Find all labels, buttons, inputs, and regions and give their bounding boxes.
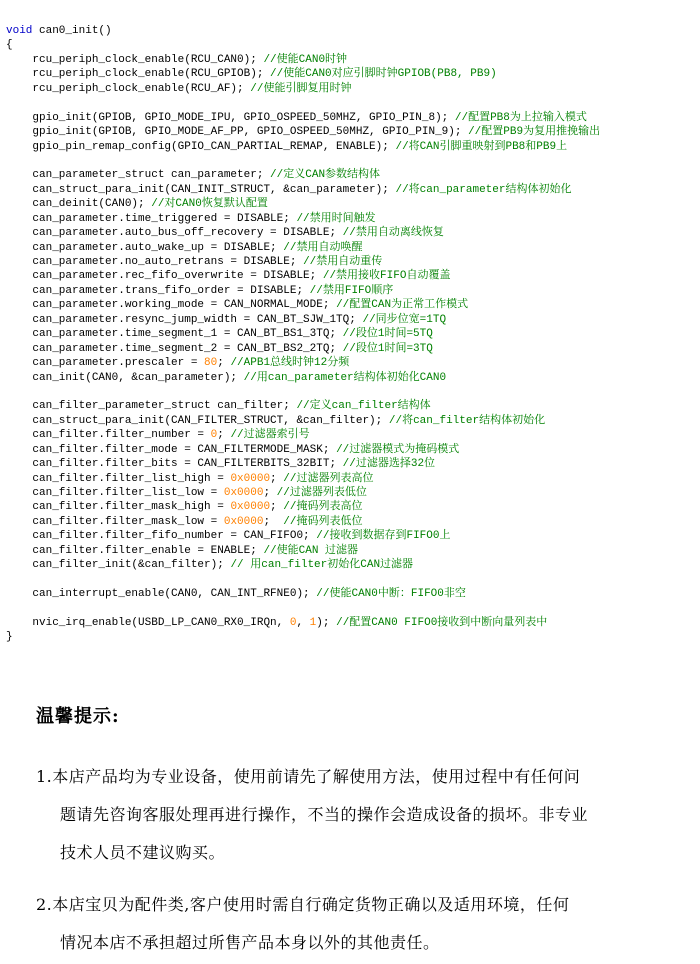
code-line xyxy=(6,486,600,500)
code-comment: //APB1总线时钟12分频 xyxy=(230,357,350,370)
code-comment: //过滤器列表低位 xyxy=(276,487,367,499)
code-text: ; xyxy=(217,429,231,442)
code-line xyxy=(6,82,600,96)
code-keyword: void xyxy=(6,25,33,37)
code-text: } xyxy=(6,631,13,644)
code-number: 0x0000 xyxy=(223,515,264,528)
code-line xyxy=(6,284,600,298)
code-line xyxy=(6,269,600,283)
code-text: can_filter.filter_enable = ENABLE; xyxy=(6,544,264,557)
code-line xyxy=(6,313,600,327)
code-comment: //配置PB9为复用推挽输出 xyxy=(468,126,601,139)
code-comment: //同步位宽=1TQ xyxy=(362,313,447,326)
code-text: can_filter.filter_fifo_number = CAN_FIFO0; xyxy=(6,530,317,543)
code-text: rcu_periph_clock_enable(RCU_CAN0); xyxy=(6,53,264,66)
code-comment: //过滤器选择32位 xyxy=(342,458,436,471)
code-text: can_parameter.time_segment_2 = CAN_BT_BS2_2TQ; xyxy=(6,342,343,355)
code-text: rcu_periph_clock_enable(RCU_AF); xyxy=(6,82,251,95)
code-text: can_parameter.no_auto_retrans = DISABLE; xyxy=(6,256,304,268)
code-text: rcu_periph_clock_enable(RCU_GPIOB); xyxy=(6,68,271,81)
code-text: ); xyxy=(316,616,337,629)
code-line xyxy=(6,371,600,385)
code-text: can_parameter.auto_bus_off_recovery = DISABLE; xyxy=(6,227,343,240)
code-line xyxy=(6,342,600,356)
code-line xyxy=(6,140,600,154)
code-line xyxy=(6,67,600,81)
code-comment: //过滤器模式为掩码模式 xyxy=(336,443,460,456)
code-text: gpio_pin_remap_config(GPIO_CAN_PARTIAL_REMAP, ENABLE); xyxy=(6,140,396,153)
code-text: can_parameter.time_triggered = DISABLE; xyxy=(6,212,297,225)
code-line xyxy=(6,587,600,601)
code-text: can_parameter.resync_jump_width = CAN_BT_SJW_1TQ; xyxy=(6,313,363,326)
code-line xyxy=(6,573,600,587)
code-text: can_filter.filter_bits = CAN_FILTERBITS_32BIT; xyxy=(6,458,343,471)
notice-item-line: 技术人员不建议购买。 xyxy=(60,843,226,862)
code-comment: //禁用自动离线恢复 xyxy=(342,227,444,240)
code-line xyxy=(6,385,600,399)
notice-section xyxy=(36,702,686,962)
code-text: can_filter.filter_list_high = xyxy=(6,472,231,485)
notice-item-line: 题请先咨询客服处理再进行操作，不当的操作会造成设备的损坏。非专业 xyxy=(60,805,589,824)
code-text: can_parameter.trans_fifo_order = DISABLE; xyxy=(6,284,310,297)
code-line xyxy=(6,414,600,428)
code-comment: //过滤器索引号 xyxy=(230,429,310,442)
code-line xyxy=(6,616,600,630)
code-text: can_parameter_struct can_parameter; xyxy=(6,169,271,182)
code-text: nvic_irq_enable(USBD_LP_CAN0_RX0_IRQn, xyxy=(6,616,290,629)
code-comment: //定义CAN参数结构体 xyxy=(270,169,381,182)
code-text: can_parameter.working_mode = CAN_NORMAL_MODE; xyxy=(6,299,337,312)
notice-item xyxy=(36,758,686,872)
code-line xyxy=(6,168,600,182)
code-comment: //段位1时间=3TQ xyxy=(342,342,433,355)
code-line xyxy=(6,183,600,197)
code-line xyxy=(6,298,600,312)
code-text: ; xyxy=(270,472,284,485)
code-line xyxy=(6,602,600,616)
code-text: ; xyxy=(217,357,231,370)
code-number: 80 xyxy=(204,357,218,370)
code-line xyxy=(6,630,600,644)
code-line xyxy=(6,428,600,442)
notice-item xyxy=(36,886,686,962)
code-comment: //过滤器列表高位 xyxy=(283,472,374,485)
code-comment: //配置CAN为正常工作模式 xyxy=(336,299,469,312)
code-comment: //段位1时间=5TQ xyxy=(342,328,433,341)
code-comment: //禁用自动唤醒 xyxy=(283,241,363,254)
code-line xyxy=(6,327,600,341)
code-line xyxy=(6,457,600,471)
code-text: can_struct_para_init(CAN_FILTER_STRUCT, &can_filter); xyxy=(6,414,389,427)
code-text: can_parameter.time_segment_1 = CAN_BT_BS1_3TQ; xyxy=(6,328,343,341)
code-line xyxy=(6,443,600,457)
code-text: can_filter.filter_mask_low = xyxy=(6,515,224,528)
code-text: can_struct_para_init(CAN_INIT_STRUCT, &can_parameter); xyxy=(6,183,396,196)
code-comment: //使能引脚复用时钟 xyxy=(250,82,352,95)
notice-item-line: 情况本店不承担超过所售产品本身以外的其他责任。 xyxy=(60,933,440,952)
code-comment: //掩码列表低位 xyxy=(283,515,363,528)
code-line xyxy=(6,154,600,168)
code-number: 0x0000 xyxy=(230,472,271,485)
code-text: can_filter_init(&can_filter); xyxy=(6,559,231,572)
code-comment: //对CAN0恢复默认配置 xyxy=(151,198,268,211)
code-text: can_init(CAN0, &can_parameter); xyxy=(6,371,244,384)
notice-item-first-line: 2.本店宝贝为配件类,客户使用时需自行确定货物正确以及适用环境，任何 xyxy=(36,895,570,914)
notice-title: 温馨提示: xyxy=(36,706,120,727)
code-comment: //定义can_filter结构体 xyxy=(296,400,431,413)
code-text: can_filter.filter_list_low = xyxy=(6,487,224,499)
code-comment: //将can_parameter结构体初始化 xyxy=(395,183,572,196)
code-line xyxy=(6,197,600,211)
code-line xyxy=(6,529,600,543)
code-text: can_parameter.auto_wake_up = DISABLE; xyxy=(6,241,284,254)
code-number: 0x0000 xyxy=(223,487,264,499)
code-comment: //用can_parameter结构体初始化CAN0 xyxy=(243,371,447,384)
code-line xyxy=(6,226,600,240)
code-number: 0x0000 xyxy=(230,501,271,514)
code-comment: //配置PB8为上拉输入模式 xyxy=(454,111,587,124)
code-text: can_filter_parameter_struct can_filter; xyxy=(6,400,297,413)
code-text: can_filter.filter_number = xyxy=(6,429,211,442)
code-text: can_parameter.prescaler = xyxy=(6,357,205,370)
code-comment: //使能CAN0中断：FIFO0非空 xyxy=(316,588,466,601)
code-text: gpio_init(GPIOB, GPIO_MODE_IPU, GPIO_OSPEED_50MHZ, GPIO_PIN_8); xyxy=(6,111,455,124)
code-line xyxy=(6,125,600,139)
code-line xyxy=(6,96,600,110)
code-text: can_interrupt_enable(CAN0, CAN_INT_RFNE0); xyxy=(6,588,317,601)
code-line xyxy=(6,472,600,486)
code-comment: //使能CAN0对应引脚时钟GPIOB(PB8, PB9) xyxy=(270,68,497,81)
code-comment: //配置CAN0 FIFO0接收到中断向量列表中 xyxy=(336,616,548,629)
code-text: can0_init() xyxy=(32,25,112,37)
code-text: can_deinit(CAN0); xyxy=(6,198,152,211)
code-text: { xyxy=(6,39,13,52)
code-line xyxy=(6,500,600,514)
code-number: 1 xyxy=(309,616,317,629)
code-text: ; xyxy=(263,487,277,499)
code-line xyxy=(6,241,600,255)
code-line xyxy=(6,558,600,572)
code-text: can_filter.filter_mask_high = xyxy=(6,501,231,514)
code-comment: //接收到数据存到FIFO0上 xyxy=(316,530,451,543)
code-comment: //禁用时间触发 xyxy=(296,212,376,225)
notice-item-first-line: 1.本店产品均为专业设备，使用前请先了解使用方法，使用过程中有任何问 xyxy=(36,767,581,786)
code-comment: //禁用自动重传 xyxy=(303,256,383,268)
code-comment: //将can_filter结构体初始化 xyxy=(388,414,546,427)
code-text: can_parameter.rec_fifo_overwrite = DISABLE; xyxy=(6,270,323,283)
code-line xyxy=(6,544,600,558)
code-line xyxy=(6,255,600,269)
code-number: 0 xyxy=(210,429,218,442)
code-comment: //掩码列表高位 xyxy=(283,501,363,514)
code-number: 0 xyxy=(289,616,297,629)
code-comment: //使能CAN 过滤器 xyxy=(263,544,359,557)
code-line xyxy=(6,212,600,226)
code-line xyxy=(6,515,600,529)
code-comment: //将CAN引脚重映射到PB8和PB9上 xyxy=(395,140,568,153)
code-comment: // 用can_filter初始化CAN过滤器 xyxy=(230,559,414,572)
code-comment: //使能CAN0时钟 xyxy=(263,53,348,66)
code-block xyxy=(6,24,600,645)
code-text: ; xyxy=(270,501,284,514)
code-line xyxy=(6,38,600,52)
code-text: can_filter.filter_mode = CAN_FILTERMODE_MASK; xyxy=(6,443,337,456)
code-text: , xyxy=(296,616,310,629)
code-line xyxy=(6,356,600,370)
code-line xyxy=(6,24,600,38)
code-text: gpio_init(GPIOB, GPIO_MODE_AF_PP, GPIO_OSPEED_50MHZ, GPIO_PIN_9); xyxy=(6,126,469,139)
code-line xyxy=(6,399,600,413)
code-comment: //禁用接收FIFO自动覆盖 xyxy=(322,270,451,283)
code-line xyxy=(6,111,600,125)
code-line xyxy=(6,53,600,67)
code-text: ; xyxy=(263,515,284,528)
code-comment: //禁用FIFO顺序 xyxy=(309,284,394,297)
